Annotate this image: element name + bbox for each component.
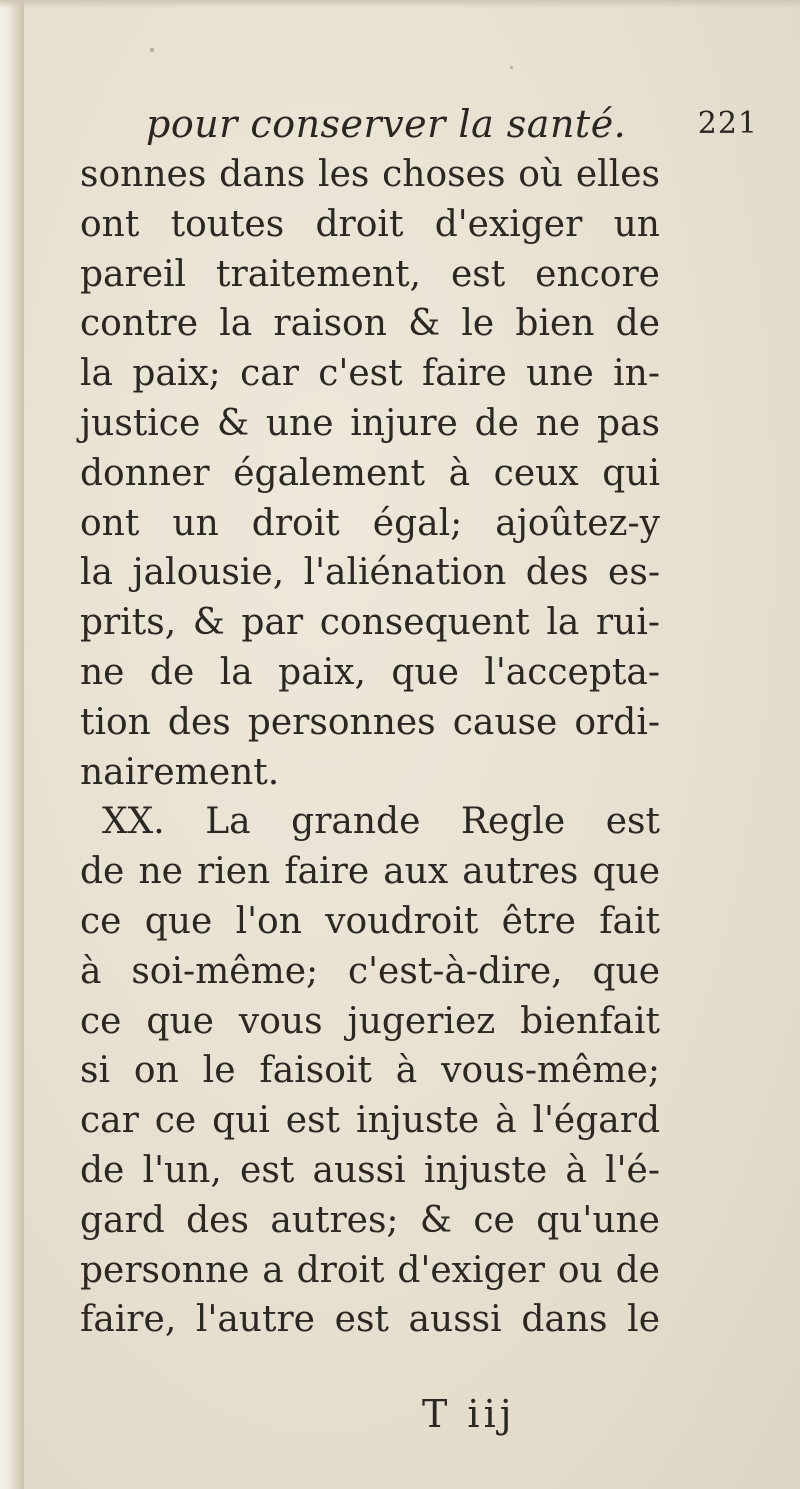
text-line: tion des personnes cause ordi-: [80, 701, 660, 743]
text-line: faire, l'autre est aussi dans le: [80, 1299, 660, 1341]
body-text: [80, 150, 660, 1345]
text-line: pareil traitement, est encore: [80, 253, 660, 295]
text-line: nairement.: [80, 751, 280, 793]
text-line: ont toutes droit d'exiger un: [80, 203, 660, 245]
paper-speck: [150, 48, 154, 52]
signature-mark: T iij: [422, 1392, 516, 1436]
text-line: la jalousie, l'aliénation des es-: [80, 552, 660, 594]
text-line: ont un droit égal; ajoûtez-y: [80, 502, 660, 544]
text-line: personne a droit d'exiger ou de: [80, 1249, 660, 1291]
text-line: sonnes dans les choses où elles: [80, 154, 660, 195]
text-line: gard des autres; & ce qu'une: [80, 1199, 660, 1241]
text-line: prits, & par consequent la rui-: [80, 602, 660, 644]
section-heading-line: XX. La grande Regle est: [102, 801, 660, 843]
binding-edge: [0, 0, 24, 1489]
text-line: de l'un, est aussi injuste à l'é-: [80, 1149, 660, 1191]
text-line: ne de la paix, que l'accepta-: [80, 651, 660, 693]
text-line: de ne rien faire aux autres que: [80, 851, 660, 893]
text-line: ce que l'on voudroit être fait: [80, 900, 660, 942]
text-line: donner également à ceux qui: [80, 452, 660, 494]
page-number: 221: [697, 106, 758, 141]
text-line: contre la raison & le bien de: [80, 303, 660, 345]
running-head: [138, 102, 758, 154]
text-line: ce que vous jugeriez bienfait: [80, 1000, 660, 1042]
text-line: si on le faisoit à vous-même;: [80, 1050, 660, 1092]
running-head-title: pour conserver la santé.: [146, 102, 627, 146]
text-line: justice & une injure de ne pas: [80, 402, 660, 444]
text-line: la paix; car c'est faire une in-: [80, 353, 660, 395]
text-line: à soi-même; c'est-à-dire, que: [80, 950, 660, 992]
paper-speck: [510, 66, 513, 69]
page-top-edge: [0, 0, 800, 8]
text-line: car ce qui est injuste à l'égard: [80, 1100, 660, 1142]
